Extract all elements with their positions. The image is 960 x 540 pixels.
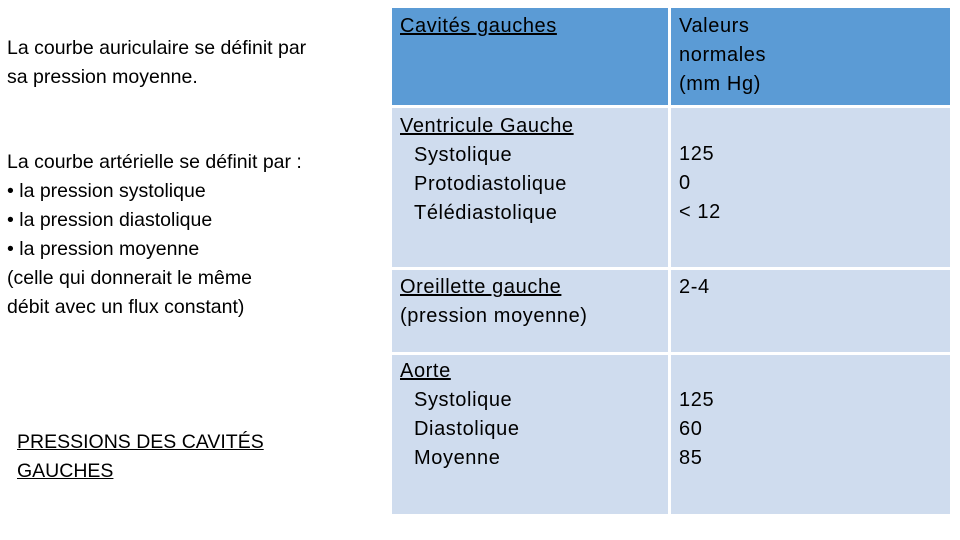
row-aorta-values (671, 355, 950, 514)
header-values-line: (mm Hg) (679, 73, 761, 95)
header-cavities-label: Cavités gauches (400, 15, 557, 37)
row-value: < 12 (679, 201, 721, 223)
row-value: 125 (679, 389, 715, 411)
row-left-atrium-values (671, 270, 950, 352)
row-left-ventricle (392, 108, 668, 267)
row-value: 125 (679, 143, 715, 165)
intro-paragraph (7, 34, 387, 92)
header-cavities (392, 8, 668, 105)
arterial-note: (celle qui donnerait le même (7, 267, 252, 289)
arterial-item: • la pression diastolique (7, 209, 213, 231)
row-left-ventricle-values (671, 108, 950, 267)
row-title: Aorte (400, 360, 451, 382)
row-title: Oreillette gauche (400, 276, 562, 298)
arterial-paragraph (7, 148, 387, 322)
slide-title-line: GAUCHES (17, 460, 114, 482)
row-sub: Systolique (414, 389, 513, 411)
row-title: Ventricule Gauche (400, 115, 574, 137)
row-aorta (392, 355, 668, 514)
row-sub: Systolique (414, 144, 513, 166)
intro-line: sa pression moyenne. (7, 66, 198, 88)
row-sub: Moyenne (414, 447, 501, 469)
arterial-item: • la pression moyenne (7, 238, 200, 260)
row-value: 0 (679, 172, 691, 194)
row-sub: Télédiastolique (414, 202, 558, 224)
header-values-line: Valeurs (679, 15, 750, 37)
slide-title-line: PRESSIONS DES CAVITÉS (17, 431, 264, 453)
intro-line: La courbe auriculaire se définit par (7, 37, 307, 59)
row-value: 2-4 (679, 276, 710, 298)
row-title-line2: (pression moyenne) (400, 305, 588, 327)
row-value: 60 (679, 418, 703, 440)
slide-title (17, 428, 264, 486)
header-values-line: normales (679, 44, 767, 66)
arterial-title: La courbe artérielle se définit par : (7, 151, 302, 173)
row-sub: Diastolique (414, 418, 520, 440)
row-left-atrium (392, 270, 668, 352)
header-values (671, 8, 950, 105)
row-value: 85 (679, 447, 703, 469)
arterial-note: débit avec un flux constant) (7, 296, 245, 318)
row-sub: Protodiastolique (414, 173, 568, 195)
arterial-item: • la pression systolique (7, 180, 206, 202)
pressure-table (392, 8, 950, 514)
